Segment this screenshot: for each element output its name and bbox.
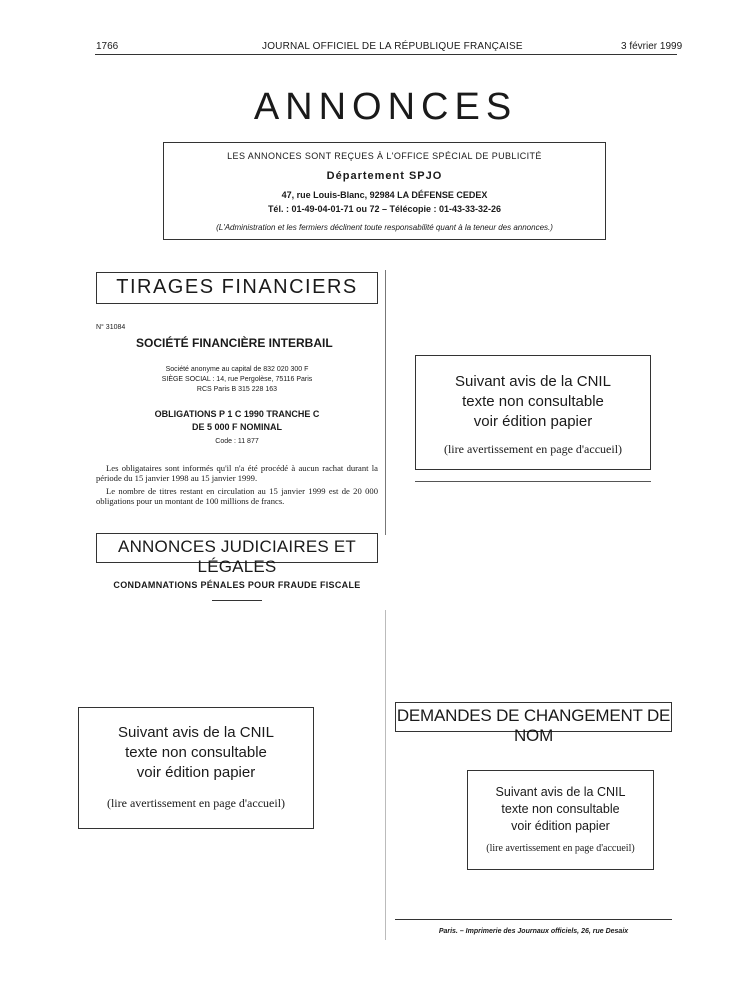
section-title-changement: DEMANDES DE CHANGEMENT DE NOM xyxy=(396,706,671,745)
section-title-judiciaires: ANNONCES JUDICIAIRES ET LÉGALES xyxy=(118,537,356,576)
obligations-code: Code : 11 877 xyxy=(215,438,259,445)
cnil-notice-line: voir édition papier xyxy=(511,819,610,833)
column-divider xyxy=(385,610,386,940)
cnil-notice-warning: (lire avertissement en page d'accueil) xyxy=(106,796,286,810)
separator-rule xyxy=(415,481,651,482)
notice-paragraph: Le nombre de titres restant en circulation au 15 janvier 1999 est de 20 000 obligations pour un montant de 100 millions de francs. xyxy=(96,486,378,506)
footer-rule xyxy=(395,919,672,920)
section-title-tirages: TIRAGES FINANCIERS xyxy=(116,276,358,298)
spjo-department: Département SPJO xyxy=(326,170,443,182)
spjo-info-box xyxy=(163,142,606,240)
company-rcs: RCS Paris B 315 228 163 xyxy=(196,386,278,393)
cnil-notice-line: texte non consultable xyxy=(125,744,267,761)
column-divider xyxy=(385,270,386,535)
company-name: SOCIÉTÉ FINANCIÈRE INTERBAIL xyxy=(136,336,333,350)
spjo-phone: Tél. : 01-49-04-01-71 ou 72 – Télécopie : 01-43-33-32-26 xyxy=(267,204,502,214)
cnil-notice-line: texte non consultable xyxy=(501,802,620,816)
cnil-notice-line: voir édition papier xyxy=(136,764,256,781)
section-subtitle: CONDAMNATIONS PÉNALES POUR FRAUDE FISCALE xyxy=(113,580,361,590)
cnil-notice-line: Suivant avis de la CNIL xyxy=(455,373,611,390)
notice-paragraph: Les obligataires sont informés qu'il n'a été procédé à aucun rachat durant la période du 15 janvier 1998 au 15 janvier 1999. xyxy=(96,463,378,483)
journal-title: JOURNAL OFFICIEL DE LA RÉPUBLIQUE FRANÇAISE xyxy=(262,41,523,52)
printer-credit: Paris. – Imprimerie des Journaux officiels, 26, rue Desaix xyxy=(438,928,629,935)
cnil-notice-line: Suivant avis de la CNIL xyxy=(118,724,274,741)
company-address: SIÈGE SOCIAL : 14, rue Pergolèse, 75116 Paris xyxy=(161,376,313,383)
obligations-title: OBLIGATIONS P 1 C 1990 TRANCHE C xyxy=(154,409,320,419)
page-number: 1766 xyxy=(96,41,119,52)
spjo-disclaimer: (L'Administration et les fermiers déclinent toute responsabilité quant à la teneur des annonces.) xyxy=(216,223,553,232)
cnil-notice-line: texte non consultable xyxy=(462,393,604,410)
spjo-intro: LES ANNONCES SONT REÇUES À L'OFFICE SPÉCIAL DE PUBLICITÉ xyxy=(227,151,542,161)
cnil-notice-line: voir édition papier xyxy=(473,413,593,430)
company-capital: Société anonyme au capital de 832 020 300 F xyxy=(165,366,309,373)
subtitle-rule xyxy=(212,600,262,601)
cnil-notice-warning: (lire avertissement en page d'accueil) xyxy=(443,442,623,456)
page-title: ANNONCES xyxy=(253,86,518,128)
spjo-address: 47, rue Louis-Blanc, 92984 LA DÉFENSE CEDEX xyxy=(281,190,488,200)
header-rule xyxy=(95,54,677,55)
obligations-nominal: DE 5 000 F NOMINAL xyxy=(191,422,283,432)
cnil-notice-warning: (lire avertissement en page d'accueil) xyxy=(486,843,635,854)
notice-number: N° 31084 xyxy=(96,324,126,331)
cnil-notice-line: Suivant avis de la CNIL xyxy=(495,785,626,799)
issue-date: 3 février 1999 xyxy=(621,41,683,52)
